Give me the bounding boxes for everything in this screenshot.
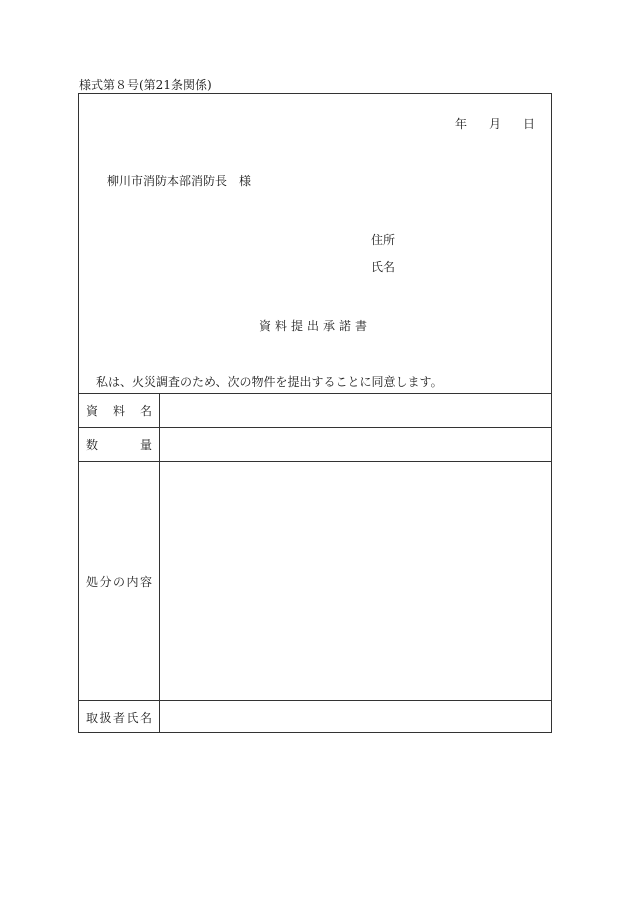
material-name-field[interactable] [160, 394, 551, 427]
row-label-quantity [79, 428, 159, 461]
applicant-address-label: 住所 [371, 233, 396, 247]
date-day-label: 日 [522, 117, 535, 131]
applicant-name-label: 氏名 [371, 260, 396, 274]
label-char: 容 [139, 574, 152, 589]
form-number-label: 様式第８号(第21条関係) [79, 78, 212, 92]
row-label-disposal-details [79, 462, 159, 700]
label-char: 取 [86, 710, 99, 725]
label-char: の [112, 574, 125, 589]
label-char: 料 [112, 404, 125, 418]
label-char: 名 [139, 710, 152, 725]
consent-statement: 私は、火災調査のため、次の物件を提出することに同意します。 [96, 375, 443, 389]
disposal-details-field[interactable] [160, 462, 551, 700]
quantity-field[interactable] [160, 428, 551, 461]
label-char: 内 [126, 574, 139, 589]
label-char: 分 [99, 574, 112, 589]
label-char: 扱 [99, 710, 112, 725]
label-char: 処 [86, 574, 99, 589]
row-label-material-name [79, 394, 159, 427]
date-row [455, 117, 535, 131]
label-char: 氏 [126, 710, 139, 725]
label-char: 者 [112, 710, 125, 725]
date-month-label: 月 [488, 117, 501, 131]
document-title: 資料提出承諾書 [258, 319, 371, 333]
handler-name-field[interactable] [160, 701, 551, 733]
label-char: 量 [139, 438, 152, 452]
consent-form [78, 93, 552, 733]
label-char: 資 [86, 404, 99, 418]
row-label-handler-name [79, 701, 159, 733]
label-char: 名 [139, 404, 152, 418]
label-char: 数 [86, 438, 99, 452]
addressee: 柳川市消防本部消防長 様 [107, 174, 252, 188]
date-year-label: 年 [454, 117, 467, 131]
